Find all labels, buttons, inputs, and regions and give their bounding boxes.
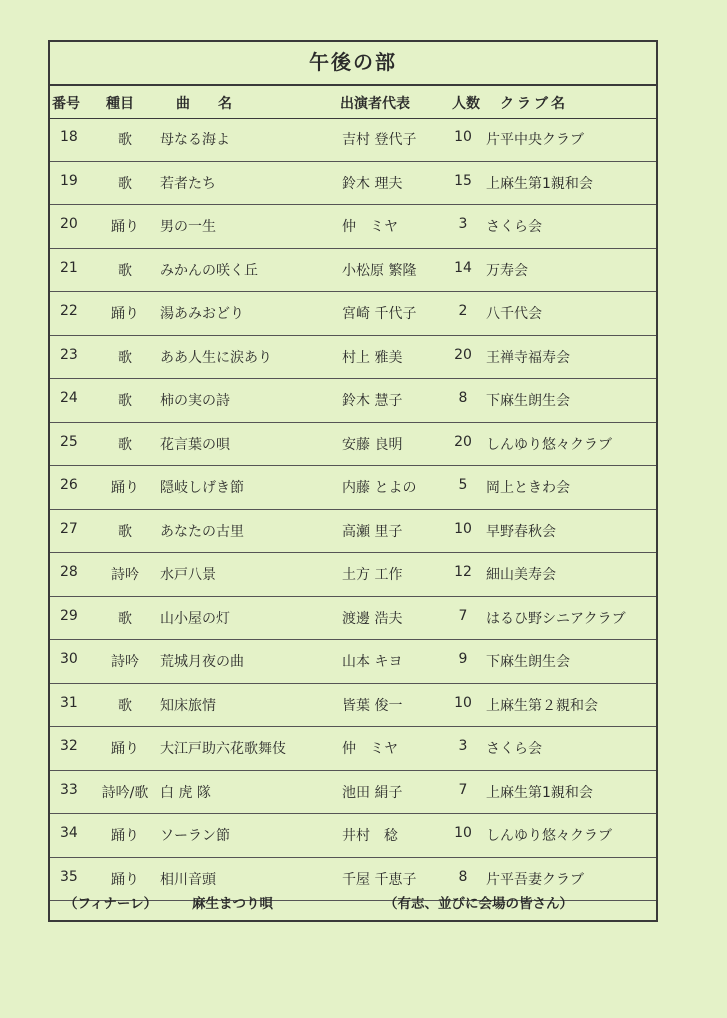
row-song: 若者たち [160,175,216,192]
row-category: 踊り [111,871,139,888]
header-count: 人数 [452,96,480,112]
row-number: 23 [60,346,78,363]
table-header [50,84,656,119]
table-row [50,466,656,510]
row-category: 歌 [118,175,132,192]
table-row [50,292,656,336]
row-category: 踊り [111,828,139,844]
row-club: さくら会 [486,741,542,757]
row-category: 踊り [111,741,139,757]
row-category: 歌 [118,610,132,627]
row-song: ソーラン節 [160,828,230,844]
row-count: 12 [454,564,472,580]
row-number: 34 [60,825,78,841]
row-number: 18 [60,129,78,145]
row-number: 26 [60,477,78,493]
row-category: 歌 [118,436,132,453]
row-category: 歌 [118,393,132,409]
table-row [50,379,656,423]
finale-note: （有志、並びに会場の皆さん） [384,896,573,912]
table-row [50,205,656,249]
row-category: 歌 [118,132,132,148]
table-row [50,336,656,380]
row-song: 湯あみおどり [160,306,244,322]
row-song: 花言葉の唄 [160,436,230,453]
header-song: 曲 名 [176,96,232,112]
row-number: 22 [60,303,78,319]
header-representative: 出演者代表 [340,96,410,112]
row-category: 歌 [118,697,132,714]
row-representative: 吉村 登代子 [342,132,417,148]
table-row [50,597,656,641]
row-representative: 皆葉 俊一 [342,697,403,714]
row-club: 下麻生朗生会 [486,654,570,670]
table-row [50,162,656,206]
table-row [50,249,656,293]
row-song: 荒城月夜の曲 [160,654,244,670]
row-count: 20 [454,346,472,363]
table-row [50,814,656,858]
row-count: 15 [454,172,472,189]
row-song: 相川音頭 [160,871,216,888]
row-song: 柿の実の詩 [160,393,230,409]
row-song: 母なる海よ [160,132,230,148]
row-category: 踊り [111,219,139,235]
row-song: 水戸八景 [160,567,216,583]
header-category: 種目 [106,96,134,112]
row-count: 10 [454,129,472,145]
header-number: 番号 [52,96,80,112]
row-representative: 高瀬 里子 [342,523,403,540]
row-club: 上麻生第２親和会 [486,697,598,714]
program-table [48,40,658,922]
row-count: 2 [458,303,468,319]
row-count: 10 [454,825,472,841]
row-representative: 村上 雅美 [342,349,403,366]
row-category: 詩吟/歌 [101,784,149,801]
row-club: しんゆり悠々クラブ [486,436,612,453]
row-count: 20 [454,433,472,450]
row-club: 万寿会 [486,262,528,279]
row-song: 男の一生 [160,219,216,235]
row-category: 詩吟 [111,654,139,670]
table-row [50,423,656,467]
table-row [50,118,656,162]
row-number: 25 [60,433,78,450]
row-number: 31 [60,694,78,711]
table-row [50,771,656,815]
row-count: 7 [458,781,468,798]
row-representative: 千屋 千恵子 [342,871,417,888]
row-club: 片平吾妻クラブ [486,871,584,888]
row-count: 3 [458,738,468,754]
row-count: 5 [458,477,468,493]
row-number: 19 [60,172,78,189]
row-count: 8 [458,390,468,406]
row-number: 27 [60,520,78,537]
row-club: 早野春秋会 [486,523,556,540]
finale-song: 麻生まつり唄 [192,896,273,912]
row-club: 下麻生朗生会 [486,393,570,409]
row-category: 踊り [111,480,139,496]
row-category: 歌 [118,349,132,366]
row-club: 片平中央クラブ [486,132,584,148]
row-number: 32 [60,738,78,754]
row-representative: 鈴木 理夫 [342,175,403,192]
row-representative: 井村 稔 [342,828,398,844]
row-song: あなたの古里 [160,523,244,540]
finale-label: （フィナーレ） [64,896,158,912]
row-number: 33 [60,781,78,798]
row-count: 3 [458,216,468,232]
row-number: 30 [60,651,78,667]
row-category: 踊り [111,306,139,322]
row-number: 20 [60,216,78,232]
row-song: 大江戸助六花歌舞伎 [160,741,286,757]
row-representative: 土方 工作 [342,567,403,583]
row-representative: 仲 ミヤ [342,741,398,757]
row-song: 隠岐しげき節 [160,480,244,496]
row-representative: 安藤 良明 [342,436,403,453]
table-row [50,727,656,771]
table-row [50,553,656,597]
row-count: 14 [454,259,472,276]
row-category: 歌 [118,262,132,279]
row-category: 詩吟 [111,567,139,583]
row-club: しんゆり悠々クラブ [486,828,612,844]
row-club: 王禅寺福寿会 [486,349,570,366]
row-count: 10 [454,520,472,537]
row-representative: 山本 キヨ [342,654,403,670]
row-count: 8 [458,868,468,885]
row-song: 白 虎 隊 [160,784,211,801]
row-club: はるひ野シニアクラブ [486,610,626,627]
row-club: 岡上ときわ会 [486,480,570,496]
row-song: みかんの咲く丘 [160,262,258,279]
row-representative: 小松原 繁隆 [342,262,417,279]
row-song: 知床旅情 [160,697,216,714]
row-representative: 鈴木 慧子 [342,393,403,409]
section-title: 午後の部 [50,42,656,86]
row-song: ああ人生に涙あり [160,349,272,366]
row-count: 9 [458,651,468,667]
row-number: 21 [60,259,78,276]
row-club: 上麻生第1親和会 [486,175,593,192]
row-club: さくら会 [486,219,542,235]
row-representative: 仲 ミヤ [342,219,398,235]
table-row [50,684,656,728]
row-club: 八千代会 [486,306,542,322]
table-body [50,118,656,901]
row-number: 35 [60,868,78,885]
row-number: 24 [60,390,78,406]
row-representative: 内藤 とよの [342,480,417,496]
row-representative: 池田 絹子 [342,784,403,801]
row-count: 10 [454,694,472,711]
row-count: 7 [458,607,468,624]
row-number: 28 [60,564,78,580]
row-song: 山小屋の灯 [160,610,230,627]
row-number: 29 [60,607,78,624]
row-representative: 宮崎 千代子 [342,306,417,322]
table-row [50,640,656,684]
table-row [50,510,656,554]
row-club: 上麻生第1親和会 [486,784,593,801]
row-category: 歌 [118,523,132,540]
row-representative: 渡邊 浩夫 [342,610,403,627]
finale-row [50,883,656,920]
header-club: クラブ名 [500,96,568,112]
row-club: 細山美寿会 [486,567,556,583]
